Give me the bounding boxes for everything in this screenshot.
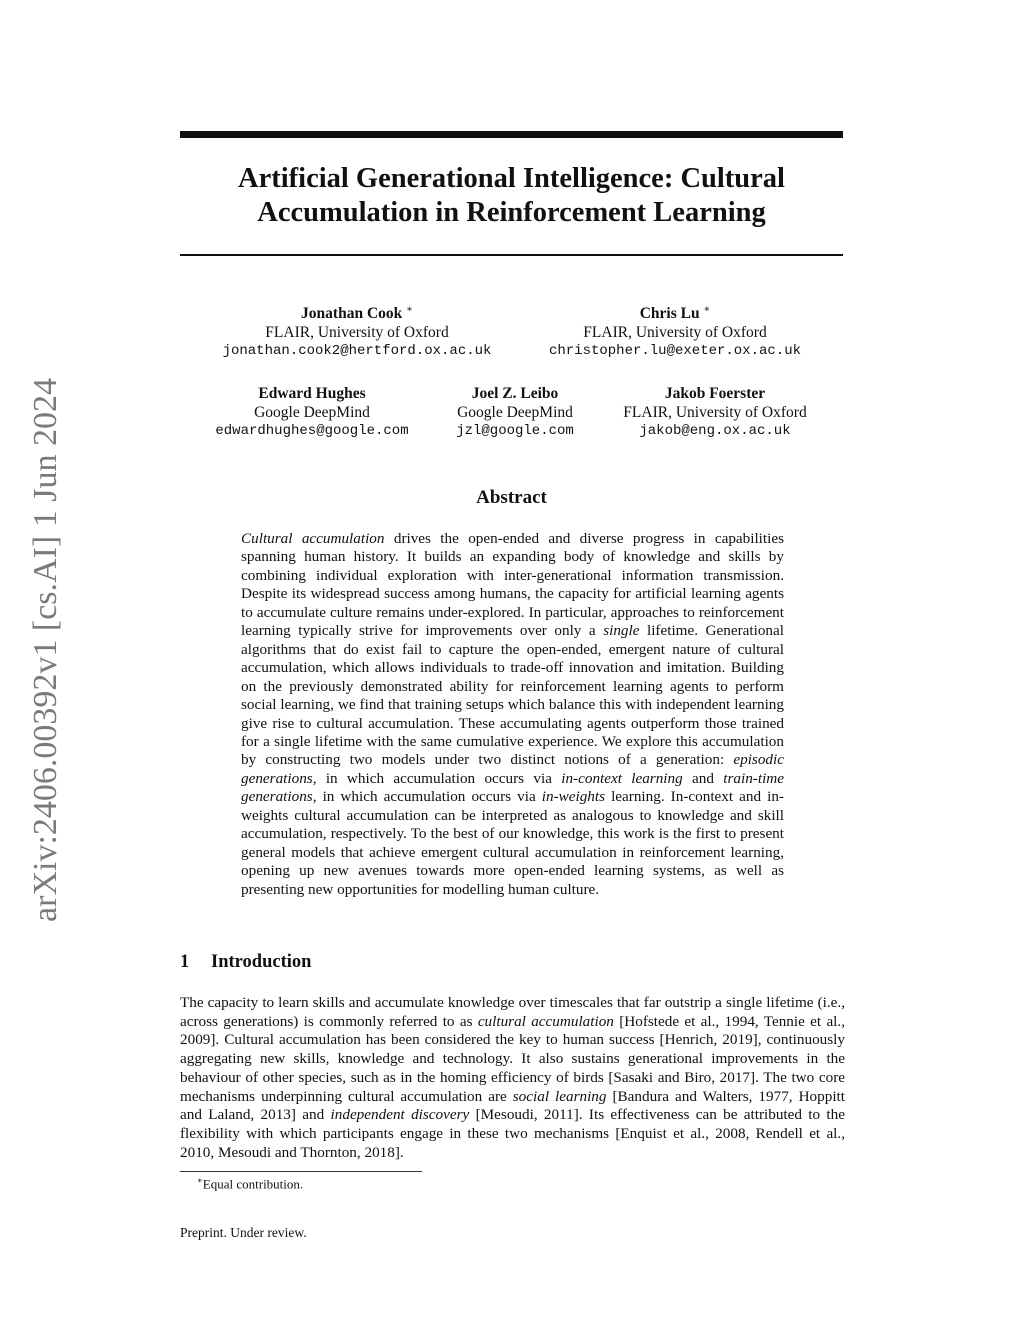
author-affiliation: FLAIR, University of Oxford	[265, 324, 449, 342]
footnote	[197, 1175, 303, 1192]
footnote-mark: ∗	[197, 1175, 203, 1185]
author-block	[196, 384, 428, 441]
footnote-rule	[180, 1171, 422, 1172]
author-email[interactable]: jakob@eng.ox.ac.uk	[639, 423, 791, 439]
abstract-text-segment: lifetime. Generational algorithms that do exist fail to capture the open-ended, emergent nature of cultural accumulation, which allows individuals to trade-off innovation and imitation. Building on the previously demonstrated ability for reinforcement learning agents to perform social learning, we find that training setups which balance this with independent learning give rise to cultural accumulation. These accumulating agents outperform those trained for a single lifetime with the same cumulative experience. We explore this accumulation by constructing two models under two distinct notions of a generation:	[241, 622, 784, 769]
intro-text-segment: independent discovery	[330, 1106, 470, 1124]
author-affiliation: Google DeepMind	[457, 404, 573, 421]
section-title: Introduction	[211, 952, 312, 972]
author-email[interactable]: jonathan.cook2@hertford.ox.ac.uk	[222, 343, 492, 360]
author-email[interactable]: jzl@google.com	[456, 423, 574, 439]
author-name: Chris Lu ∗	[639, 304, 711, 323]
equal-contribution-mark: ∗	[406, 304, 413, 315]
intro-text-segment: [Hofstede et al., 1994, Tennie et al., 2009]. Cultural accumulation has been considered the key to human success [Henrich, 2019], continuously aggregating new skills, knowledge and technology. It also sustains generational improvements in the behaviour of other species, such as in the homing efficiency of birds [Sasaki and Biro, 2017]. The two core mechanisms underpinning cultural accumulation are	[180, 1012, 845, 1105]
author-email[interactable]: christopher.lu@exeter.ox.ac.uk	[548, 343, 802, 360]
abstract-text-segment: , in which accumulation occurs via	[312, 769, 562, 787]
abstract-text-segment: in-context learning	[561, 769, 683, 787]
footnote-text: Equal contribution.	[202, 1176, 304, 1192]
author-affiliation: Google DeepMind	[254, 404, 370, 421]
intro-text-segment: The capacity to learn skills and accumulate knowledge over timescales that far outstrip a single lifetime (i.e., across generations) is commonly referred to as	[180, 994, 845, 1030]
abstract-body	[241, 530, 784, 899]
abstract-text-segment: , in which accumulation occurs via	[312, 788, 542, 806]
paper-title	[180, 162, 843, 230]
abstract-text-segment: drives the open-ended and diverse progress in capabilities spanning human history. It builds an expanding body of knowledge and skills by combining individual exploration with inter-generational information transmission. Despite its widespread success among humans, the capacity for artificial learning agents to accumulate culture remains under-explored. In particular, approaches to reinforcement learning typically strive for improvements over only a	[241, 530, 784, 640]
abstract-text-segment: in-weights	[541, 788, 606, 806]
abstract-heading: Abstract	[476, 487, 547, 508]
author-name: Jakob Foerster	[664, 385, 766, 402]
title-bottom-rule	[180, 254, 843, 256]
author-block	[440, 384, 590, 441]
author-affiliation: FLAIR, University of Oxford	[623, 404, 807, 421]
author-block	[535, 300, 815, 361]
intro-text-segment: [Mesoudi, 2011]. Its effectiveness can be attributed to the flexibility with which participants engage in these two mechanisms [Enquist et al., 2008, Rendell et al., 2010, Mesoudi and Thornton, 2018].	[180, 1106, 845, 1161]
section-heading-introduction	[180, 952, 311, 973]
author-block	[606, 384, 824, 441]
title-line-1: Artificial Generational Intelligence: Cultural	[238, 163, 785, 194]
intro-text-segment: [Bandura and Walters, 1977, Hoppitt and Laland, 2013] and	[180, 1087, 845, 1124]
preprint-note: Preprint. Under review.	[180, 1225, 307, 1240]
intro-text-segment: cultural accumulation	[477, 1012, 614, 1030]
abstract-text-segment: single	[603, 622, 640, 640]
intro-text-segment: social learning	[512, 1087, 607, 1105]
author-name: Joel Z. Leibo	[471, 385, 559, 402]
author-name: Edward Hughes	[258, 385, 366, 402]
abstract-text-segment: Cultural accumulation	[241, 530, 385, 547]
abstract-text-segment: learning. In-context and in-weights cultural accumulation can be interpreted as analogous to knowledge and skill accumulation, respectively. To the best of our knowledge, this work is the first to present general models that achieve emergent cultural accumulation in reinforcement learning, opening up new avenues towards more open-ended learning systems, as well as presenting new opportunities for modelling human culture.	[241, 788, 784, 898]
abstract-text-segment: episodic generations	[241, 751, 784, 787]
introduction-paragraph	[180, 994, 845, 1162]
author-block	[217, 300, 497, 361]
equal-contribution-mark: ∗	[703, 304, 711, 315]
author-email[interactable]: edwardhughes@google.com	[215, 423, 409, 439]
title-line-2: Accumulation in Reinforcement Learning	[257, 197, 766, 228]
title-top-rule	[180, 131, 843, 138]
abstract-text-segment: train-time generations	[241, 769, 784, 806]
section-number: 1	[180, 952, 190, 972]
arxiv-identifier: arXiv:2406.00392v1 [cs.AI] 1 Jun 2024	[27, 378, 64, 922]
abstract-text-segment: and	[682, 769, 724, 787]
author-name: Jonathan Cook ∗	[301, 304, 413, 323]
author-affiliation: FLAIR, University of Oxford	[583, 324, 767, 342]
